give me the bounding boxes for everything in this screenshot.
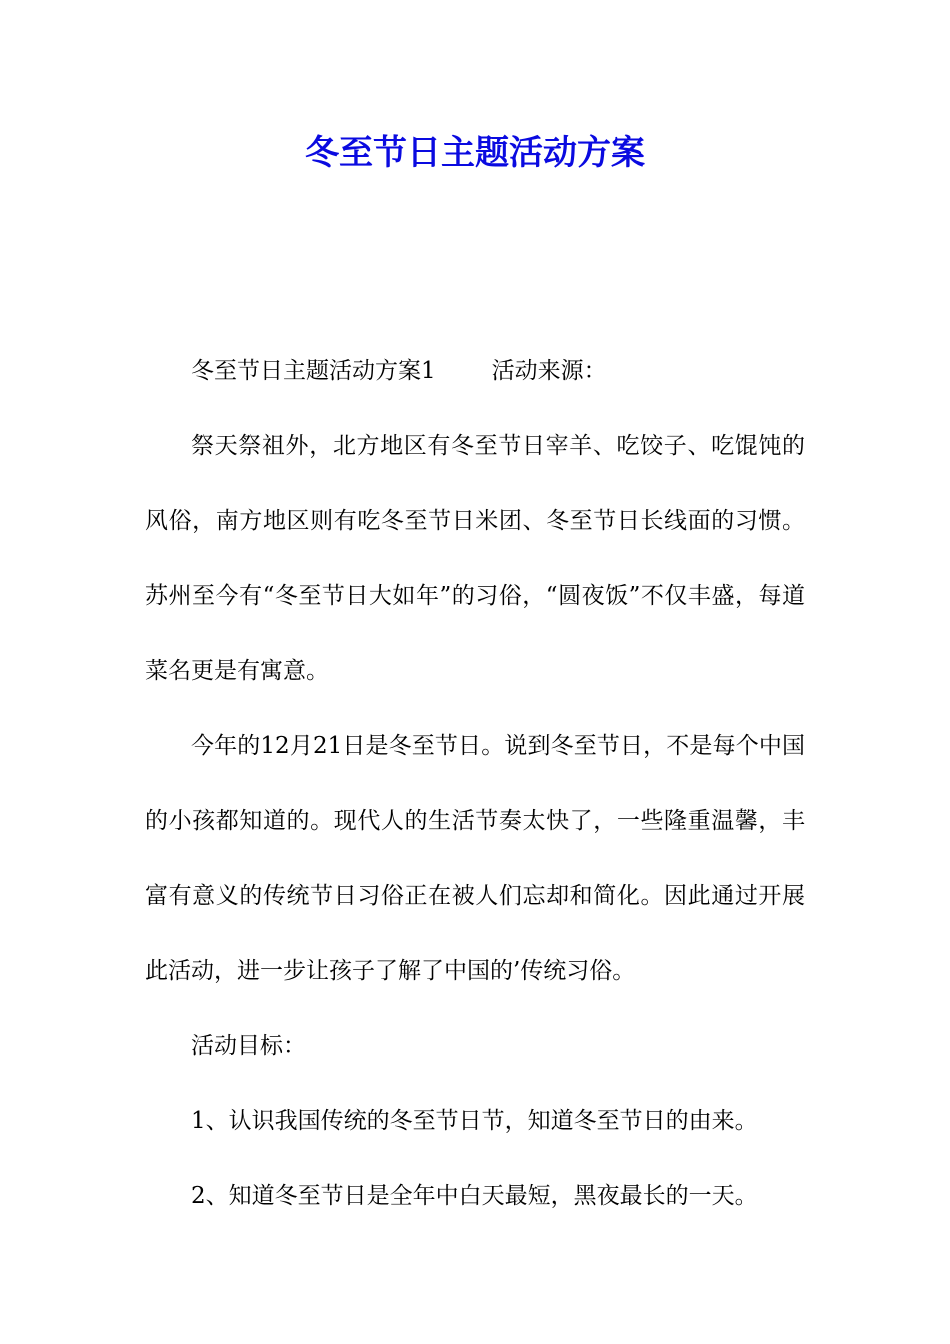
paragraph: 活动目标： (191, 1033, 306, 1059)
paragraph: 祭天祭祖外，北方地区有冬至节日宰羊、吃饺子、吃馄饨的风俗，南方地区则有吃冬至节日米团、冬至节日长线面的习惯。苏州至今有“冬至节日大如年”的习俗，“圆夜饭”不仅丰盛，每道菜名更是有寓意。 (145, 433, 805, 684)
section-heading: 冬至节日主题活动方案1 (191, 358, 436, 384)
document-body (145, 334, 805, 1234)
paragraph-heading (145, 334, 805, 409)
paragraph: 1、认识我国传统的冬至节日节，知道冬至节日的由来。 (191, 1108, 758, 1134)
subsection-label: 活动来源： (491, 358, 607, 384)
document-title: 冬至节日主题活动方案 (305, 133, 645, 173)
paragraph: 今年的12月21日是冬至节日。说到冬至节日，不是每个中国的小孩都知道的。现代人的生活节奏太快了，一些隆重温馨，丰富有意义的传统节日习俗正在被人们忘却和简化。因此通过开展此活动，进一步让孩子了解了中国的’传统习俗。 (145, 733, 805, 984)
paragraph: 2、知道冬至节日是全年中白天最短，黑夜最长的一天。 (191, 1183, 758, 1209)
